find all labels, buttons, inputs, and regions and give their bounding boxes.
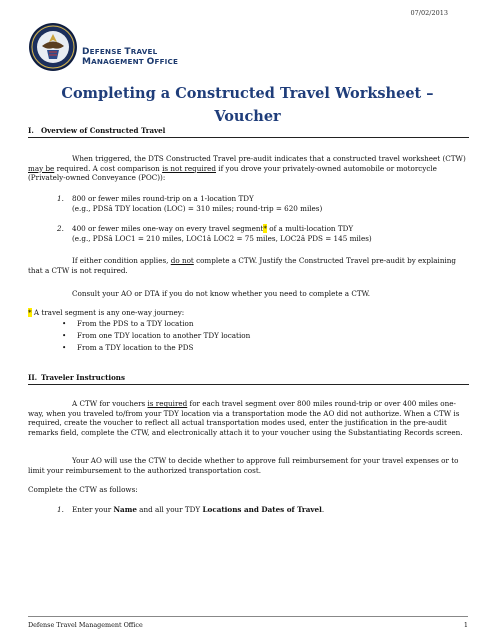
dod-seal-icon — [28, 22, 78, 72]
footer-office: Defense Travel Management Office — [28, 621, 143, 629]
instructions-paragraph-3: Complete the CTW as follows: — [28, 485, 138, 494]
step-item-1: 1. Enter your Name and all your TDY Locations and Dates of Travel. — [57, 505, 325, 514]
condition-item-1: 1. 800 or fewer miles round-trip on a 1-location TDY (e.g., PDSâ TDY location (LOC) = 310 miles; round-trip = 620 miles) — [57, 194, 323, 213]
condition-item-2: 2. 400 or fewer miles one-way on every travel segment* of a multi-location TDY (e.g., PDSâ LOC1 = 210 miles, LOC1â LOC2 = 75 miles, LOC2â PDS = 145 miles) — [57, 224, 372, 243]
footer-divider — [28, 616, 468, 617]
list-item: • From a TDY location to the PDS — [62, 342, 442, 354]
either-condition-text: If either condition applies, do not complete a CTW. Justify the Constructed Travel pre-audit by explaining that a CTW is not required. — [28, 256, 457, 275]
instructions-paragraph-1: A CTW for vouchers is required for each travel segment over 800 miles round-trip or over 400 miles one-way, when you traveled to/from your TDY location via a transportation mode the AO did not authorize. When a CTW is required, create the voucher to reflect all actual transportation modes used, enter the justification in the pre-audit remarks field, complete the CTW, and electronically attach it to your voucher using the Substantiating Records screen. — [28, 399, 463, 437]
overview-intro: When triggered, the DTS Constructed Travel pre-audit indicates that a constructed travel worksheet (CTW) may be required. A cost comparison is not required if you drove your privately-owned automobile or motorcycle (Privately-owned Conveyance (POC)): — [28, 154, 466, 183]
footnote-text: * A travel segment is any one-way journey: — [28, 308, 185, 317]
segment-list — [62, 318, 442, 355]
page-title: Completing a Constructed Travel Worksheet – Voucher — [61, 85, 434, 125]
list-item: • From the PDS to a TDY location — [62, 318, 442, 330]
consult-text: Consult your AO or DTA if you do not know whether you need to complete a CTW. — [72, 289, 371, 298]
document-date: 07/02/2013 — [410, 9, 448, 17]
section-heading-overview: I. Overview of Constructed Travel — [28, 126, 469, 138]
office-name: DEFENSE TRAVEL MANAGEMENT OFFICE — [82, 47, 179, 67]
section-heading-instructions: II. Traveler Instructions — [28, 373, 469, 385]
instructions-paragraph-2: Your AO will use the CTW to decide whether to approve full reimbursement for your travel expenses or to limit your reimbursement to the authorized transportation cost. — [28, 456, 459, 475]
list-item: • From one TDY location to another TDY location — [62, 330, 442, 342]
page-number: 1 — [463, 621, 468, 629]
